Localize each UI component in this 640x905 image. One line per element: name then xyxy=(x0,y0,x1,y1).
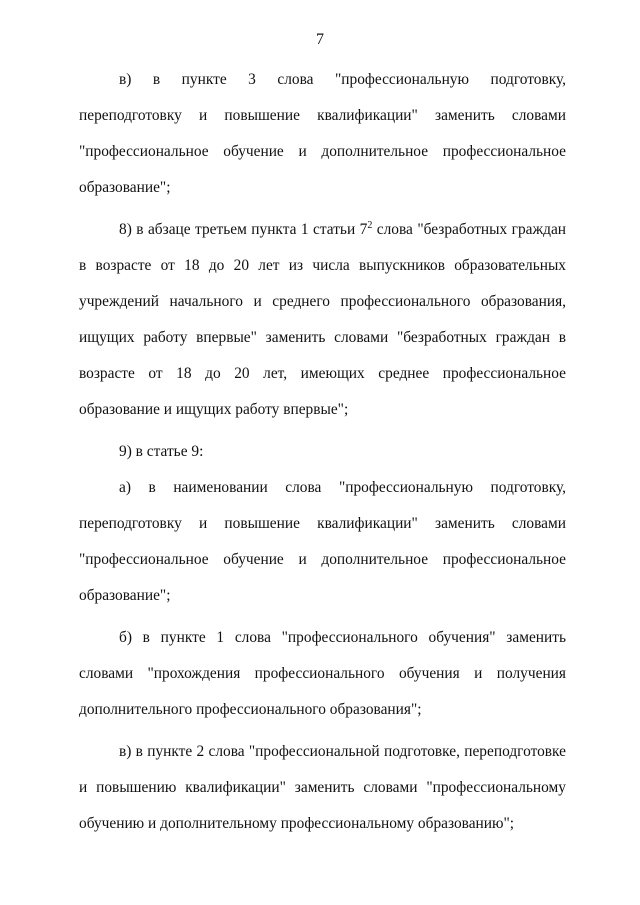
page-number: 7 xyxy=(316,31,324,48)
document-body xyxy=(79,62,566,848)
paragraph-item-v-point-3: в) в пункте 3 слова "профессиональную подготовку, переподготовку и повышение квалификации" заменить словами "профессиональное обучение и дополнительное профессиональное образование"; xyxy=(79,71,566,196)
article-superscript: 2 xyxy=(367,220,373,231)
paragraph-subitem-a-title: а) в наименовании слова "профессиональную подготовку, переподготовку и повышение квалификации" заменить словами "профессиональное обучение и дополнительное профессиональное образование"; xyxy=(79,479,566,604)
paragraph-text-after-superscript: слова "безработных граждан в возрасте от 18 до 20 лет из числа выпускников образовательных учреждений начального и среднего профессионального образования, ищущих работу впервые" заменить словами "безработных граждан в возрасте от 18 до 20 лет, имеющих среднее профессиональное образование и ищущих работу впервые"; xyxy=(79,221,567,418)
paragraph-subitem-b-point-1: б) в пункте 1 слова "профессионального обучения" заменить словами "прохождения профессионального обучения и получения дополнительного профессионального образования"; xyxy=(79,629,566,718)
paragraph-text-before-superscript: 8) в абзаце третьем пункта 1 статьи 7 xyxy=(119,221,368,238)
paragraph-item-9-article-9: 9) в статье 9: xyxy=(119,443,204,460)
paragraph-subitem-v-point-2: в) в пункте 2 слова "профессиональной подготовке, переподготовке и повышению квалификации" заменить словами "профессиональному обучению и дополнительному профессиональному образованию"; xyxy=(79,743,566,832)
paragraph-item-8-article-7-2 xyxy=(79,212,566,428)
